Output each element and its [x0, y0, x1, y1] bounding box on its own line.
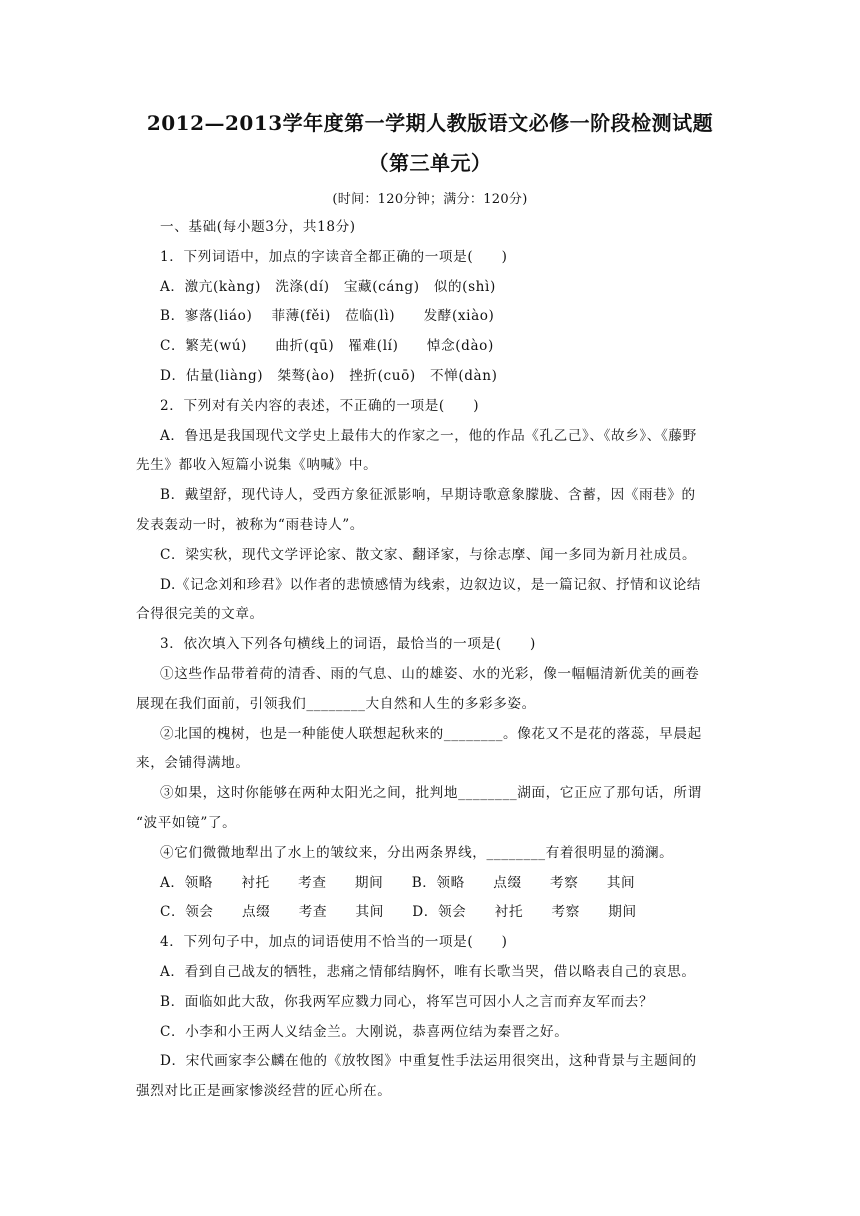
question-2-option-c: C．梁实秋，现代文学评论家、散文家、翻译家，与徐志摩、闻一多同为新月社成员。 — [160, 546, 697, 563]
question-2-option-d-line1: D.《记念刘和珍君》以作者的悲愤感情为线索，边叙边议，是一篇记叙、抒情和议论结 — [160, 576, 702, 593]
question-1-stem: 1．下列词语中，加点的字读音全都正确的一项是( ) — [160, 248, 508, 265]
question-4-option-d-line2: 强烈对比正是画家惨淡经营的匠心所在。 — [136, 1083, 392, 1100]
document-title: 2012—2013学年度第一学期人教版语文必修一阶段检测试题 — [146, 111, 714, 135]
question-3-sentence-3-line2: “波平如镜”了。 — [136, 814, 237, 831]
question-3-options-cd: C．领会 点缀 考查 其间 D．领会 衬托 考察 期间 — [160, 904, 637, 921]
section-heading: 一、基础(每小题3分，共18分) — [160, 219, 356, 235]
question-3-sentence-2-line1: ②北国的槐树，也是一种能使人联想起秋来的________。像花又不是花的落蕊，早晨起 — [160, 725, 702, 742]
exam-meta: (时间：120分钟；满分：120分) — [332, 192, 528, 207]
question-1-option-d: D．估量(liàng) 桀骜(ào) 挫折(cuō) 不惮(dàn) — [160, 367, 498, 384]
question-3-sentence-1-line1: ①这些作品带着荷的清香、雨的气息、山的雄姿、水的光彩，像一幅幅清新优美的画卷 — [160, 665, 700, 682]
document-body — [136, 213, 732, 1107]
question-3-stem: 3．依次填入下列各句横线上的词语，最恰当的一项是( ) — [160, 636, 536, 653]
question-3-sentence-4: ④它们微微地犁出了水上的皱纹来，分出两条界线，________有着很明显的漪澜。 — [160, 844, 674, 861]
question-4-stem: 4．下列句子中，加点的词语使用不恰当的一项是( ) — [160, 934, 508, 951]
question-3-options-ab: A．领略 衬托 考查 期间 B．领略 点缀 考察 其间 — [160, 874, 636, 891]
question-3-sentence-1-line2: 展现在我们面前，引领我们________大自然和人生的多彩多姿。 — [136, 695, 536, 712]
question-1-option-a: A．激亢(kàng) 洗涤(dí) 宝藏(cáng) 似的(shì) — [160, 278, 496, 295]
question-1-option-b: B．寥落(liáo) 菲薄(fěi) 莅临(lì) 发酵(xiào) — [160, 308, 495, 325]
question-2-option-b-line1: B．戴望舒，现代诗人，受西方象征派影响，早期诗歌意象朦胧、含蓄，因《雨巷》的 — [160, 487, 696, 504]
question-1-option-c: C．繁芜(wú) 曲折(qū) 罹难(lí) 悼念(dào) — [160, 338, 494, 355]
question-4-option-a: A．看到自己战友的牺牲，悲痛之情郁结胸怀，唯有长歌当哭，借以略表自己的哀思。 — [160, 963, 696, 980]
question-4-option-d-line1: D．宋代画家李公麟在他的《放牧图》中重复性手法运用很突出，这种背景与主题间的 — [160, 1053, 697, 1070]
question-4-option-b: B．面临如此大敌，你我两军应戮力同心，将军岂可因小人之言而弃友军而去？ — [160, 993, 654, 1010]
question-2-option-a-line2: 先生》都收入短篇小说集《呐喊》中。 — [136, 457, 378, 474]
question-2-option-a-line1: A．鲁迅是我国现代文学史上最伟大的作家之一，他的作品《孔乙己》、《故乡》、《藤野 — [160, 427, 697, 444]
question-2-option-d-line2: 合得很完美的文章。 — [136, 606, 264, 623]
question-4-option-c: C．小李和小王两人义结金兰。大刚说，恭喜两位结为秦晋之好。 — [160, 1023, 569, 1040]
question-3-sentence-2-line2: 来，会铺得满地。 — [136, 755, 250, 772]
question-2-stem: 2．下列对有关内容的表述，不正确的一项是( ) — [160, 397, 480, 414]
document-subtitle: （第三单元） — [368, 151, 492, 175]
question-2-option-b-line2: 发表轰动一时，被称为“雨巷诗人”。 — [136, 516, 365, 533]
question-3-sentence-3-line1: ③如果，这时你能够在两种太阳光之间，批判地________湖面，它正应了那句话，所谓 — [160, 785, 702, 802]
